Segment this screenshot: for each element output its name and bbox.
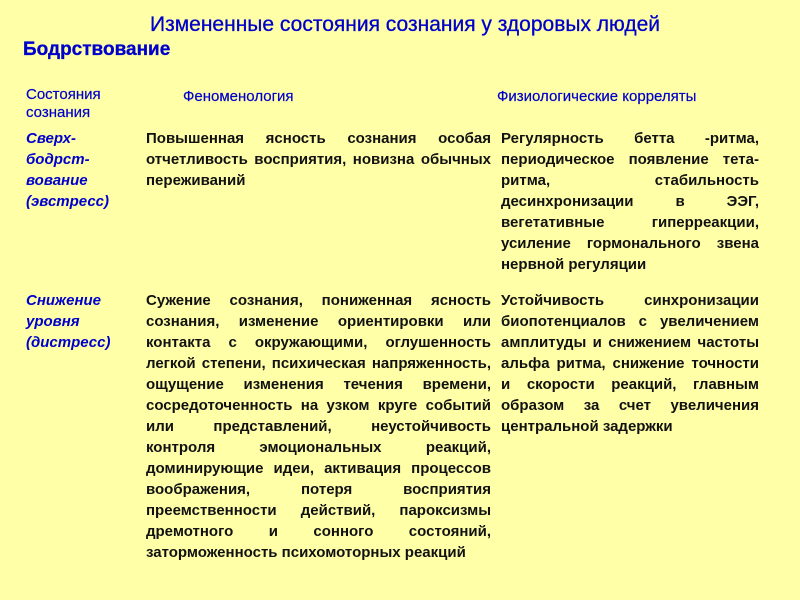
column-header-states: Состояния сознания [26, 86, 101, 121]
column-header-phenomenology: Феноменология [183, 88, 294, 105]
row-2-state: Снижение уровня (дистресс) [26, 292, 111, 351]
row-2-phenomenology: Сужение сознания, пониженная ясность сознания, изменение ориентировки или контакта с окружающими, оглушенность легкой степени, психическая напряженность, ощущение изменения течения времени, сосредоточенность на узком круге событий или представлений, неустойчивость контроля эмоциональных реакций, доминирующие идеи, активация процессов воображения, потеря восприятия преемственности действий, пароксизмы дремотного и сонного состояний, заторможенность психомоторных реакций [146, 292, 491, 561]
row-2-physiology: Устойчивость синхронизации биопотенциалов с увеличением амплитуды и снижением частоты альфа ритма, снижение точности и скорости реакций, главным образом за счет увеличения центральной задержки [501, 292, 759, 435]
row-1-phenomenology: Повышенная ясность сознания особая отчетливость восприятия, новизна обычных переживаний [146, 130, 491, 189]
slide-title: Измененные состояния сознания у здоровых людей [150, 13, 660, 36]
row-1-physiology: Регулярность бетта -ритма, периодическое появление тета-ритма, стабильность десинхронизации в ЭЭГ, вегетативные гиперреакции, усиление гормонального звена нервной регуляции [501, 130, 759, 273]
slide-subtitle: Бодрствование [23, 39, 171, 60]
row-1-state: Сверх-бодрст-вование (эвстресс) [26, 130, 110, 210]
column-header-physiology: Физиологические корреляты [497, 88, 697, 105]
